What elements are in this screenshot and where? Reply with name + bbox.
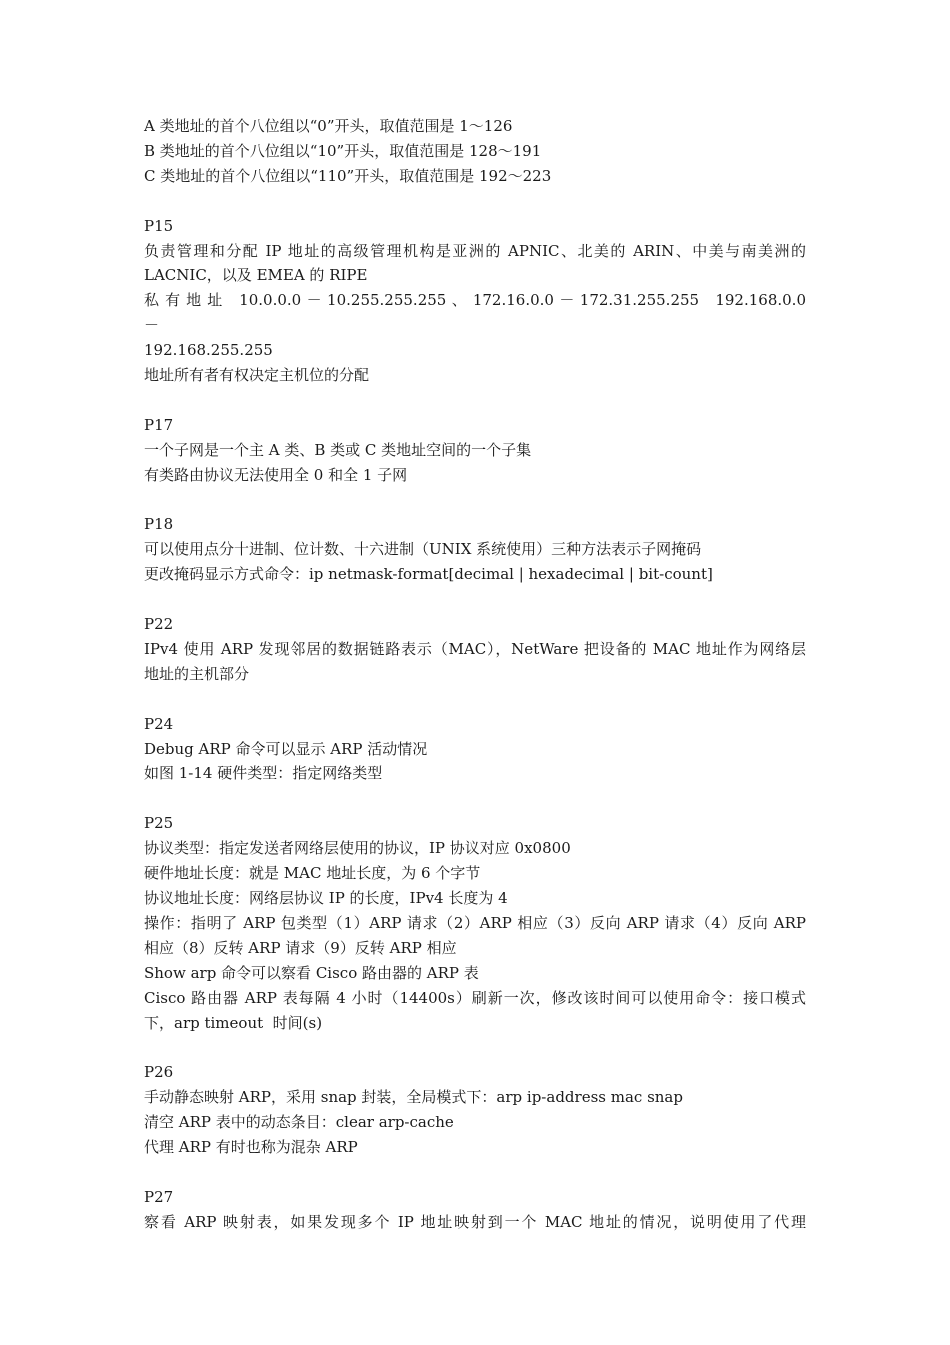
text-line: IPv4 使用 ARP 发现邻居的数据链路表示（MAC），NetWare 把设备的 MAC 地址作为网络层 [144, 639, 806, 658]
text-line: 察看 ARP 映射表，如果发现多个 IP 地址映射到一个 MAC 地址的情况，说明使用了代理 [144, 1212, 806, 1231]
text-line: 手动静态映射 ARP，采用 snap 封装，全局模式下：arp ip-address mac snap [144, 1088, 683, 1107]
section-p18 [144, 512, 806, 587]
page-ref-heading: P27 [144, 1187, 174, 1206]
text-line: 协议地址长度：网络层协议 IP 的长度，IPv4 长度为 4 [144, 889, 508, 907]
text-line: C 类地址的首个八位组以“110”开头，取值范围是 192～223 [144, 166, 552, 185]
paragraph-gap [144, 1160, 806, 1185]
text-line: 清空 ARP 表中的动态条目：clear arp-cache [144, 1113, 454, 1132]
text-line: A 类地址的首个八位组以“0”开头，取值范围是 1～126 [144, 117, 513, 135]
section-p25 [144, 811, 806, 1035]
text-line: Show arp 命令可以察看 Cisco 路由器的 ARP 表 [144, 963, 479, 982]
section-p26 [144, 1060, 806, 1160]
text-line: 可以使用点分十进制、位计数、十六进制（UNIX 系统使用）三种方法表示子网掩码 [144, 540, 702, 559]
page-ref-heading: P15 [144, 216, 174, 235]
text-line: 一个子网是一个主 A 类、B 类或 C 类地址空间的一个子集 [144, 440, 532, 459]
text-line: LACNIC，以及 EMEA 的 RIPE [144, 266, 368, 285]
page-ref-heading: P18 [144, 515, 174, 534]
section-address-classes [144, 114, 806, 189]
text-line: B 类地址的首个八位组以“10”开头，取值范围是 128～191 [144, 141, 542, 160]
text-line: 更改掩码显示方式命令：ip netmask-format[decimal | hexadecimal | bit-count] [144, 565, 713, 584]
text-line: 硬件地址长度：就是 MAC 地址长度，为 6 个字节 [144, 864, 481, 883]
text-line: Cisco 路由器 ARP 表每隔 4 小时（14400s）刷新一次，修改该时间可以使用命令：接口模式 [144, 988, 806, 1007]
paragraph-gap [144, 1035, 806, 1060]
text-line: 192.168.255.255 [144, 341, 273, 360]
section-p24 [144, 712, 806, 787]
text-line: Debug ARP 命令可以显示 ARP 活动情况 [144, 739, 428, 758]
document-page [144, 114, 811, 1235]
paragraph-gap [144, 189, 806, 214]
text-line: 私 有 地 址 10.0.0.0 － 10.255.255.255 、 172.16.0.0 － 172.31.255.255 192.168.0.0 － [144, 291, 811, 335]
text-line: 地址的主机部分 [144, 664, 250, 683]
text-line: 如图 1-14 硬件类型：指定网络类型 [144, 764, 383, 783]
text-line: 协议类型：指定发送者网络层使用的协议，IP 协议对应 0x0800 [144, 839, 571, 858]
page-ref-heading: P25 [144, 814, 174, 833]
paragraph-gap [144, 786, 806, 811]
section-p17 [144, 413, 806, 488]
paragraph-gap [144, 587, 806, 612]
section-p15 [144, 214, 811, 388]
text-line: 相应（8）反转 ARP 请求（9）反转 ARP 相应 [144, 938, 457, 957]
text-line: 操作：指明了 ARP 包类型（1）ARP 请求（2）ARP 相应（3）反向 ARP 请求（4）反向 ARP [144, 913, 806, 932]
page-ref-heading: P17 [144, 415, 174, 434]
text-line: 负责管理和分配 IP 地址的高级管理机构是亚洲的 APNIC、北美的 ARIN、中美与南美洲的 [144, 241, 806, 260]
page-ref-heading: P24 [144, 714, 174, 733]
paragraph-gap [144, 687, 806, 712]
section-p22 [144, 612, 806, 687]
text-line: 代理 ARP 有时也称为混杂 ARP [144, 1138, 358, 1157]
paragraph-gap [144, 488, 806, 513]
text-line: 地址所有者有权决定主机位的分配 [144, 366, 370, 385]
page-ref-heading: P22 [144, 615, 174, 634]
text-line: 有类路由协议无法使用全 0 和全 1 子网 [144, 465, 408, 484]
section-p27 [144, 1185, 806, 1235]
text-line: 下，arp timeout 时间(s) [144, 1013, 323, 1032]
page-ref-heading: P26 [144, 1063, 174, 1082]
paragraph-gap [144, 388, 806, 413]
